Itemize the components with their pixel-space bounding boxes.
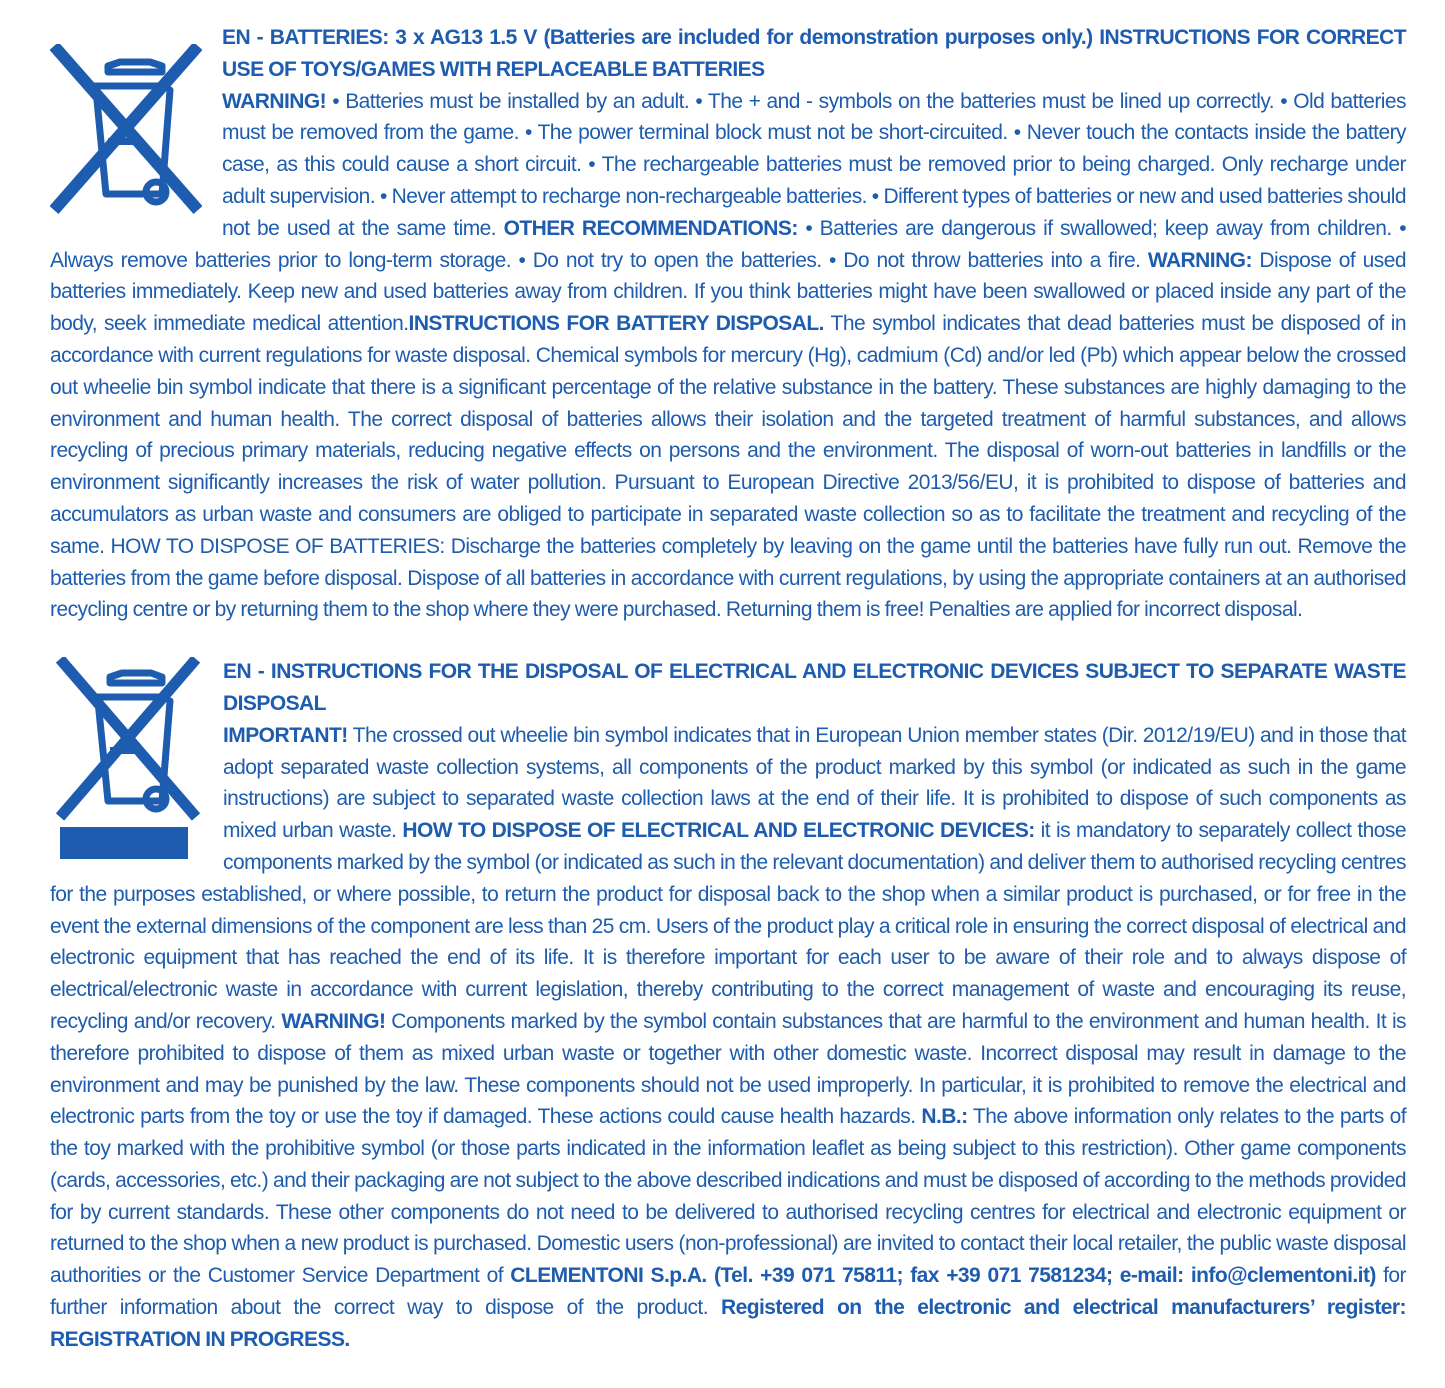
important-label: IMPORTANT!: [223, 723, 348, 747]
nb-text: The above information only relates to the parts of the toy marked with the prohibitive symbol (or those parts indicated in the information leaflet as being subject to this restriction). Other game components (cards, accessories, etc.) and their packaging are not subject to the above described indications and must be disposed of according to the methods provided for by current standards. These other components do not need to be delivered to authorised recycling centres for electrical and electronic equipment or returned to the shop when a new product is purchased. Domestic users (non-professional) are invited to contact their local retailer, the public waste disposal authorities or the Customer Service Department of: [50, 1105, 1406, 1288]
weee-heading: EN - INSTRUCTIONS FOR THE DISPOSAL OF ELECTRICAL AND ELECTRONIC DEVICES SUBJECT TO SEPARATE WASTE DISPOSAL: [223, 660, 1406, 715]
batteries-text: [50, 22, 1406, 626]
warning-label: WARNING!: [222, 89, 327, 113]
crossed-out-wheelie-bin-with-bar-icon: [56, 657, 201, 863]
document-page: [50, 22, 1406, 1356]
batteries-heading: EN - BATTERIES: 3 x AG13 1.5 V (Batteries are included for demonstration purposes only.) INSTRUCTIONS FOR CORRECT USE OF TOYS/GAMES WITH REPLACEABLE BATTERIES: [222, 26, 1406, 81]
disposal-label: INSTRUCTIONS FOR BATTERY DISPOSAL.: [408, 312, 824, 336]
howto-text: it is mandatory to separately collect those components marked by the symbol (or indicated as such in the relevant documentation) and deliver them to authorised recycling centres for the purposes established, or where possible, to return the product for disposal back to the shop when a similar product is purchased, or for free in the event the external dimensions of the component are less than 25 cm. Users of the product play a critical role in ensuring the correct disposal of electrical and electronic equipment that has reached the end of its life. It is therefore important for each user to be aware of their role and to always dispose of electrical/electronic waste in accordance with current legislation, thereby contributing to the correct management of waste and encouraging its reuse, recycling and/or recovery.: [50, 819, 1407, 1033]
warning2-text: Dispose of used batteries immediately. Keep new and used batteries away from children. If you think batteries might have been swallowed or placed inside any part of the body, seek immediate medical attention.: [50, 248, 1406, 336]
other-recommendations-text: • Batteries are dangerous if swallowed; keep away from children. • Always remove batteries prior to long-term storage. • Do not try to open the batteries. • Do not throw batteries into a fire.: [50, 216, 1406, 272]
warning-text-2: Components marked by the symbol contain substances that are harmful to the environment and human health. It is therefore prohibited to dispose of them as mixed urban waste or together with other domestic waste. Incorrect disposal may result in damage to the environment and may be punished by the law. These components should not be used improperly. In particular, it is prohibited to remove the electrical and electronic parts from the toy or use the toy if damaged. These actions could cause health hazards.: [50, 1009, 1407, 1129]
other-recommendations-label: OTHER RECOMMENDATIONS:: [503, 216, 798, 240]
crossed-out-wheelie-bin-icon: [50, 44, 202, 214]
weee-section: [50, 656, 1406, 1356]
registration-note: Registered on the electronic and electrical manufacturers’ register: REGISTRATION IN PROGRESS.: [50, 1296, 1406, 1351]
howto-label: HOW TO DISPOSE OF ELECTRICAL AND ELECTRONIC DEVICES:: [402, 819, 1035, 843]
warning2-label: WARNING:: [1147, 248, 1252, 272]
warning-label-2: WARNING!: [281, 1009, 386, 1033]
batteries-section: [50, 22, 1406, 626]
disposal-text: The symbol indicates that dead batteries must be disposed of in accordance with current regulations for waste disposal. Chemical symbols for mercury (Hg), cadmium (Cd) and/or led (Pb) which appear below the crossed out wheelie bin symbol indicate that there is a significant percentage of the relative substance in the battery. These substances are highly damaging to the environment and human health. The correct disposal of batteries allows their isolation and the targeted treatment of harmful substances, and allows recycling of precious primary materials, reducing negative effects on persons and the environment. The disposal of worn-out batteries in landfills or the environment significantly increases the risk of water pollution. Pursuant to European Directive 2013/56/EU, it is prohibited to dispose of batteries and accumulators as urban waste and consumers are obliged to participate in separated waste collection so as to facilitate the treatment and recycling of the same. HOW TO DISPOSE OF BATTERIES: Discharge the batteries completely by leaving on the game until the batteries have fully run out. Remove the batteries from the game before disposal. Dispose of all batteries in accordance with current regulations, by using the appropriate containers at an authorised recycling centre or by returning them to the shop where they were purchased. Returning them is free! Penalties are applied for incorrect disposal.: [50, 312, 1406, 622]
weee-text: [50, 656, 1406, 1356]
nb-label: N.B.:: [921, 1105, 968, 1129]
company-contact: CLEMENTONI S.p.A. (Tel. +39 071 75811; fax +39 071 7581234; e-mail: info@clementoni.it): [510, 1264, 1376, 1288]
warning-text: • Batteries must be installed by an adult. • The + and - symbols on the batteries must be lined up correctly. • Old batteries must be removed from the game. • The power terminal block must not be short-circuited. • Never touch the contacts inside the battery case, as this could cause a short circuit. • The rechargeable batteries must be removed prior to being charged. Only recharge under adult supervision. • Never attempt to recharge non-rechargeable batteries. • Different types of batteries or new and used batteries should not be used at the same time.: [222, 89, 1406, 240]
closing-text: for further information about the correct way to dispose of the product.: [50, 1264, 1406, 1320]
important-text: The crossed out wheelie bin symbol indicates that in European Union member states (Dir. 2012/19/EU) and in those that adopt separated waste collection systems, all components of the product marked by this symbol (or indicated as such in the game instructions) are subject to separated waste collection laws at the end of their life. It is prohibited to dispose of such components as mixed urban waste.: [223, 723, 1406, 843]
